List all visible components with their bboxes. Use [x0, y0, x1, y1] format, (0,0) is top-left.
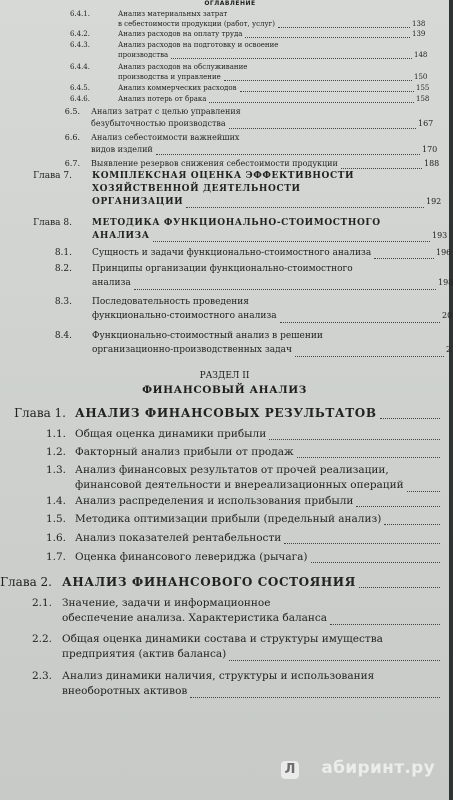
entry-title-line: МЕТОДИКА ФУНКЦИОНАЛЬНО-СТОИМОСТНОГО: [92, 218, 381, 228]
entry-title-line: АНАЛИЗА: [92, 231, 150, 241]
page-number: 192: [426, 197, 442, 206]
dot-leader: [209, 102, 414, 103]
entry-number: 1.1.: [45, 428, 66, 440]
page-number: 150: [414, 73, 428, 81]
page-header: ОГЛАВЛЕНИЕ: [204, 0, 256, 7]
page-number: 2: [446, 345, 452, 354]
entry-title-line: Сущность и задачи функционально-стоимостного анализа: [92, 248, 372, 258]
section-title: РАЗДЕЛ II: [199, 371, 250, 381]
entry-title-line: Анализ расходов на подготовку и освоение: [118, 41, 279, 49]
entry-title-line: Анализ потерь от брака: [118, 95, 207, 103]
entry-title-line: Методика оптимизации прибыли (предельный анализ): [75, 513, 382, 525]
entry-number: 1.7.: [45, 551, 66, 563]
dot-leader: [330, 624, 440, 625]
page-number: 193: [432, 231, 448, 240]
dot-leader: [359, 587, 440, 588]
entry-number: 8.4.: [54, 331, 72, 341]
section-name: ФИНАНСОВЫЙ АНАЛИЗ: [142, 384, 307, 396]
page-number: 158: [416, 95, 430, 103]
entry-title-line: Анализ динамики наличия, структуры и использования: [62, 670, 375, 682]
entry-number: 6.4.5.: [69, 84, 90, 92]
entry-title-line: Общая оценка динамики состава и структуры имущества: [62, 633, 383, 645]
entry-number: 8.3.: [54, 297, 72, 307]
entry-title-line: Анализ материальных затрат: [118, 10, 228, 18]
entry-title-line: видов изделий: [91, 145, 153, 154]
page-number: 167: [418, 119, 434, 128]
entry-number: 8.1.: [54, 248, 72, 258]
entry-number: 2.1.: [31, 597, 52, 609]
entry-title-line: функционально-стоимостного анализа: [92, 311, 277, 321]
entry-title-line: обеспечение анализа. Характеристика баланса: [62, 612, 328, 624]
dot-leader: [153, 241, 430, 242]
entry-number: 1.4.: [45, 495, 66, 507]
entry-number: 6.4.3.: [69, 41, 90, 49]
entry-title-line: анализа: [92, 278, 131, 288]
dot-leader: [269, 439, 440, 440]
entry-number: 6.7.: [64, 159, 80, 168]
dot-leader: [407, 491, 440, 492]
page-number: 198: [438, 278, 453, 287]
entry-number: 6.4.2.: [69, 30, 90, 38]
entry-title-line: финансовой деятельности и внереализационных операций: [75, 479, 404, 491]
entry-title-line: предприятия (актив баланса): [62, 648, 227, 660]
entry-title-line: Факторный анализ прибыли от продаж: [75, 446, 294, 458]
entry-title-line: внеоборотных активов: [62, 685, 188, 697]
page-number: 188: [424, 159, 440, 168]
entry-number: Глава 2.: [0, 575, 52, 589]
dot-leader: [341, 168, 422, 169]
entry-title-line: Принципы организации функционально-стоимостного: [92, 264, 353, 274]
entry-title-line: Анализ коммерческих расходов: [118, 84, 237, 92]
page-number: 196: [436, 248, 452, 257]
entry-title-line: Анализ показателей рентабельности: [75, 532, 282, 544]
entry-number: 1.5.: [45, 513, 66, 525]
dot-leader: [384, 524, 440, 525]
dot-leader: [297, 457, 440, 458]
dot-leader: [190, 697, 440, 698]
entry-title-line: Оценка финансового левериджа (рычага): [75, 551, 308, 563]
entry-number: 6.4.4.: [69, 63, 90, 71]
entry-number: Глава 7.: [33, 171, 72, 181]
entry-number: 2.2.: [31, 633, 52, 645]
dot-leader: [245, 37, 410, 38]
entry-title-line: Анализ расходов на оплату труда: [118, 30, 243, 38]
page-number: 170: [422, 145, 438, 154]
entry-title-line: АНАЛИЗ ФИНАНСОВЫХ РЕЗУЛЬТАТОВ: [75, 406, 377, 420]
entry-title-line: Анализ финансовых результатов от прочей реализации,: [75, 464, 389, 476]
dot-leader: [311, 562, 440, 563]
dot-leader: [374, 258, 434, 259]
dot-leader: [295, 356, 444, 357]
watermark: абиринт.ру: [321, 758, 435, 778]
entry-number: 8.2.: [54, 264, 72, 274]
labirint-logo-icon: Л: [281, 761, 299, 779]
entry-title-line: КОМПЛЕКСНАЯ ОЦЕНКА ЭФФЕКТИВНОСТИ: [92, 171, 355, 181]
page-number: 155: [416, 84, 430, 92]
dot-leader: [278, 27, 410, 28]
dot-leader: [280, 322, 440, 323]
dot-leader: [240, 91, 414, 92]
entry-title-line: производства и управление: [118, 73, 221, 81]
dot-leader: [156, 154, 420, 155]
entry-title-line: безубыточностью производства: [91, 119, 226, 128]
entry-number: 1.2.: [45, 446, 66, 458]
entry-title-line: Анализ себестоимости важнейших: [91, 133, 240, 142]
entry-number: 1.3.: [45, 464, 66, 476]
dot-leader: [171, 58, 412, 59]
dot-leader: [380, 418, 440, 419]
entry-number: 2.3.: [31, 670, 52, 682]
dot-leader: [224, 80, 412, 81]
entry-number: 1.6.: [45, 532, 66, 544]
entry-number: Глава 1.: [14, 406, 66, 420]
entry-title-line: Функционально-стоимостный анализ в решении: [92, 331, 323, 341]
page-number: 138: [412, 20, 426, 28]
page-number: 20: [442, 311, 453, 320]
dot-leader: [356, 506, 440, 507]
dot-leader: [284, 543, 440, 544]
entry-title-line: ОРГАНИЗАЦИИ: [92, 197, 184, 207]
entry-number: 6.4.1.: [69, 10, 90, 18]
dot-leader: [229, 660, 440, 661]
entry-title-line: Анализ распределения и использования прибыли: [75, 495, 354, 507]
entry-title-line: АНАЛИЗ ФИНАНСОВОГО СОСТОЯНИЯ: [62, 575, 356, 589]
entry-title-line: организационно-производственных задач: [92, 345, 292, 355]
page-number: 139: [412, 30, 426, 38]
entry-title-line: в себестоимости продукции (работ, услуг): [118, 20, 275, 28]
entry-title-line: производства: [118, 51, 169, 59]
entry-number: Глава 8.: [33, 218, 72, 228]
entry-title-line: Анализ расходов на обслуживание: [118, 63, 248, 71]
entry-title-line: Выявление резервов снижения себестоимости продукции: [91, 159, 338, 168]
page-number: 148: [414, 51, 428, 59]
entry-title-line: Последовательность проведения: [92, 297, 249, 307]
entry-number: 6.5.: [64, 107, 80, 116]
dot-leader: [186, 207, 424, 208]
entry-number: 6.4.6.: [69, 95, 90, 103]
dot-leader: [134, 289, 436, 290]
entry-title-line: ХОЗЯЙСТВЕННОЙ ДЕЯТЕЛЬНОСТИ: [92, 184, 301, 194]
entry-title-line: Анализ затрат с целью управления: [91, 107, 241, 116]
entry-number: 6.6.: [64, 133, 80, 142]
entry-title-line: Общая оценка динамики прибыли: [75, 428, 267, 440]
dot-leader: [229, 128, 416, 129]
entry-title-line: Значение, задачи и информационное: [62, 597, 271, 609]
